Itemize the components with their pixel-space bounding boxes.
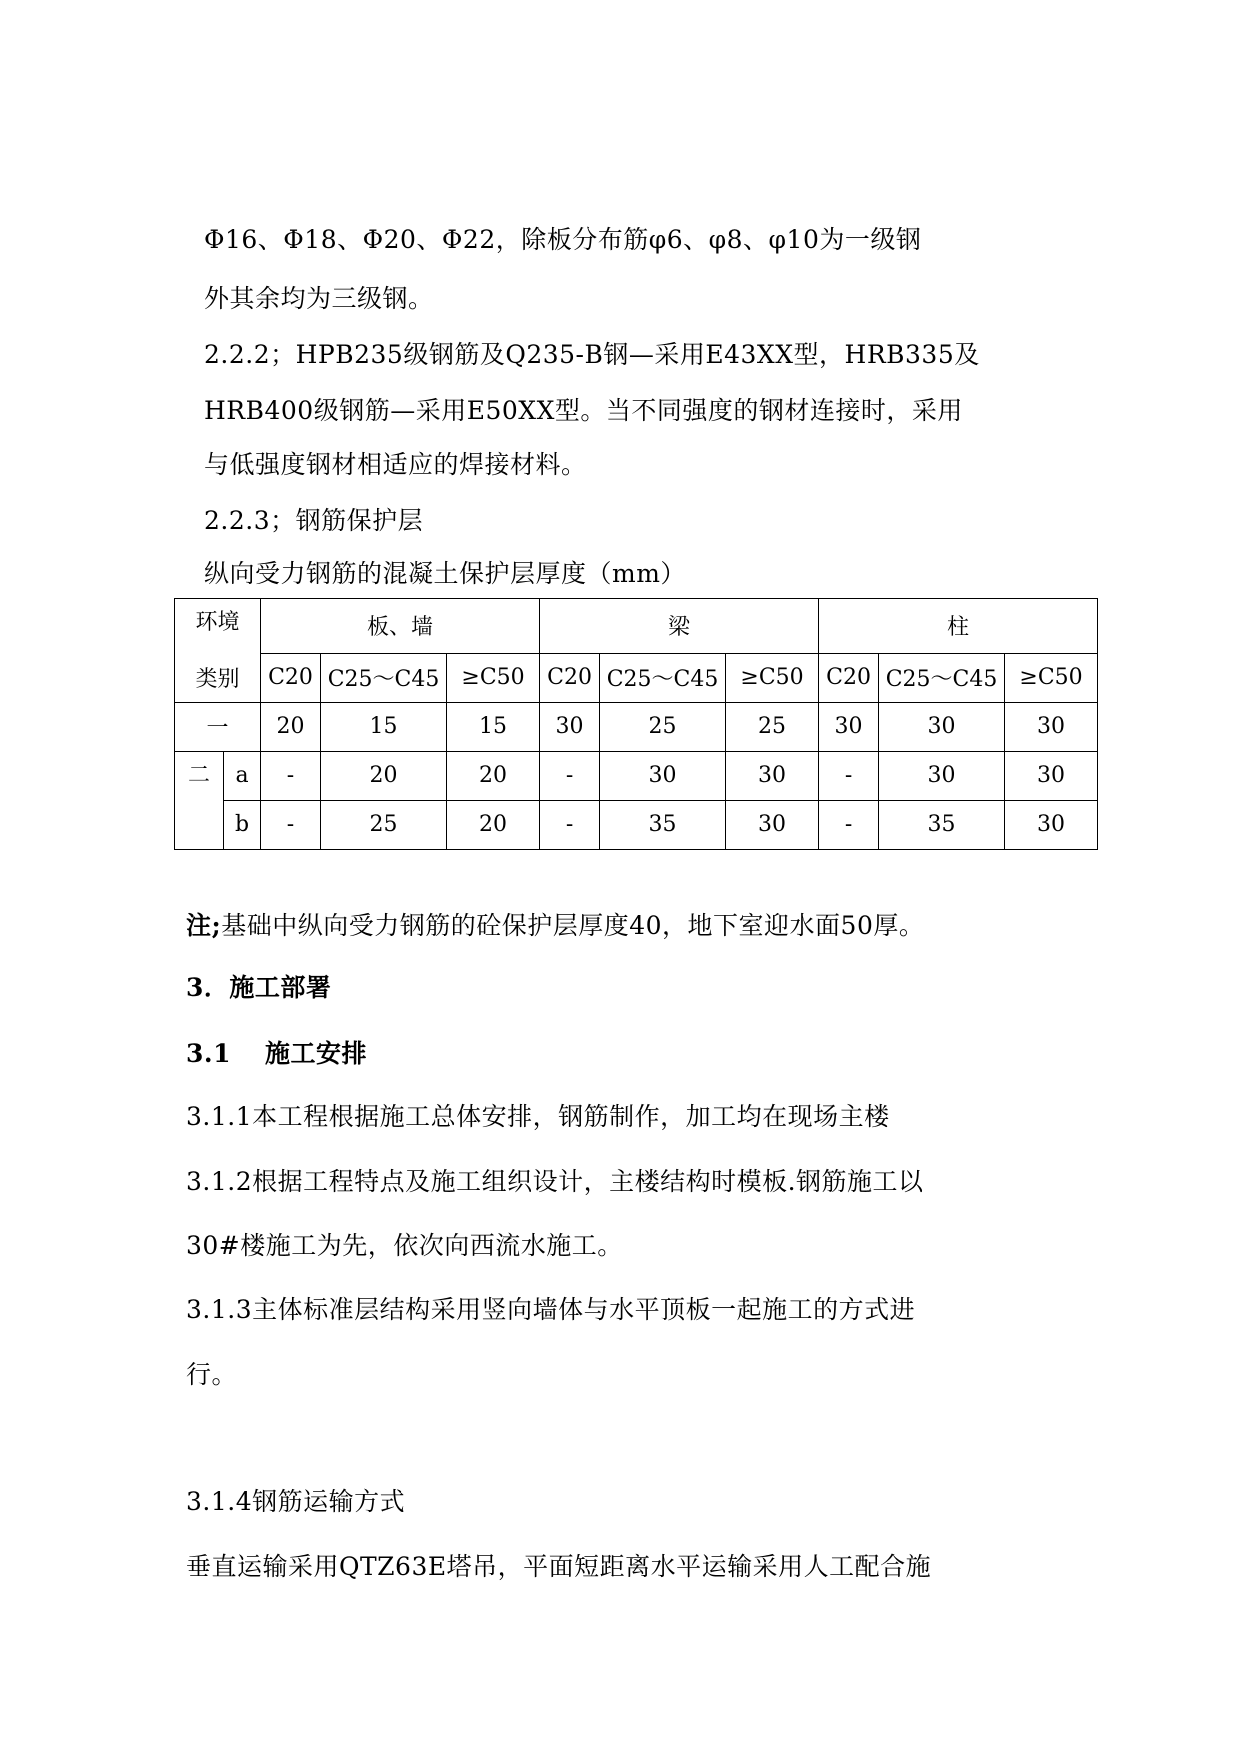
paragraph-3-1-3-cont: 行。 (186, 1360, 238, 1389)
table-cell: 30 (1005, 702, 1098, 751)
section-3-heading: 3．施工部署 (186, 973, 332, 1002)
table-cell: 20 (447, 751, 540, 800)
paragraph-rebar-grade: 外其余均为三级钢。 (204, 284, 434, 313)
env-class-cell: 二 (175, 751, 224, 849)
grade-header: C20 (819, 653, 879, 702)
table-cell: 25 (726, 702, 819, 751)
table-cell: 25 (321, 800, 447, 849)
table-row (175, 751, 1098, 800)
table-cell: - (819, 751, 879, 800)
group-header-slab-wall: 板、墙 (261, 599, 540, 654)
table-cell: - (540, 800, 600, 849)
note-text: 基础中纵向受力钢筋的砼保护层厚度40，地下室迎水面50厚。 (221, 911, 925, 940)
table-row (175, 800, 1098, 849)
paragraph-2-2-3: 2.2.3；钢筋保护层 (204, 506, 424, 535)
env-subclass-cell: b (224, 800, 261, 849)
env-subclass-cell: a (224, 751, 261, 800)
grade-header: ≥C50 (447, 653, 540, 702)
section-title: 施工安排 (265, 1039, 368, 1068)
paragraph-2-2-2-cont: HRB400级钢筋—采用E50XX型。当不同强度的钢材连接时，采用 (204, 396, 963, 425)
table-cell: 15 (321, 702, 447, 751)
table-cell: - (261, 751, 321, 800)
grade-header: C20 (261, 653, 321, 702)
paragraph-2-2-2: 2.2.2；HPB235级钢筋及Q235-B钢—采用E43XX型，HRB335及 (204, 340, 980, 369)
section-number: 3.1 (186, 1039, 231, 1068)
table-cell: 15 (447, 702, 540, 751)
table-cell: 35 (879, 800, 1005, 849)
grade-header: ≥C50 (1005, 653, 1098, 702)
table-cell: 30 (1005, 800, 1098, 849)
table-cell: - (261, 800, 321, 849)
grade-header: C25～C45 (321, 653, 447, 702)
table-cell: 30 (1005, 751, 1098, 800)
table-cell: 30 (726, 800, 819, 849)
paragraph-transport: 垂直运输采用QTZ63E塔吊，平面短距离水平运输采用人工配合施 (186, 1552, 932, 1581)
table-cell: - (540, 751, 600, 800)
concrete-cover-table (174, 598, 1098, 850)
table-caption: 纵向受力钢筋的混凝土保护层厚度（mm） (204, 559, 686, 588)
table-header-row-2 (175, 653, 1098, 702)
paragraph-3-1-4: 3.1.4钢筋运输方式 (186, 1487, 406, 1516)
table-cell: 20 (447, 800, 540, 849)
paragraph-3-1-2: 3.1.2根据工程特点及施工组织设计，主楼结构时模板.钢筋施工以 (186, 1167, 924, 1196)
paragraph-3-1-3: 3.1.3主体标准层结构采用竖向墙体与水平顶板一起施工的方式进 (186, 1295, 916, 1324)
table-cell: 30 (540, 702, 600, 751)
group-header-beam: 梁 (540, 599, 819, 654)
grade-header: C25～C45 (600, 653, 726, 702)
table-cell: 30 (819, 702, 879, 751)
paragraph-3-1-1: 3.1.1本工程根据施工总体安排，钢筋制作，加工均在现场主楼 (186, 1102, 890, 1131)
env-header-bottom: 类别 (175, 653, 261, 702)
table-cell: 20 (261, 702, 321, 751)
table-cell: - (819, 800, 879, 849)
table-cell: 30 (879, 702, 1005, 751)
note-label: 注; (186, 911, 222, 940)
table-cell: 30 (879, 751, 1005, 800)
paragraph-rebar-sizes: Φ16、Φ18、Φ20、Φ22，除板分布筋φ6、φ8、φ10为一级钢 (204, 225, 922, 254)
table-header-row-1 (175, 599, 1098, 654)
table-row (175, 702, 1098, 751)
table-cell: 35 (600, 800, 726, 849)
paragraph-3-1-2-cont: 30#楼施工为先，依次向西流水施工。 (186, 1231, 623, 1260)
grade-header: C25～C45 (879, 653, 1005, 702)
table-cell: 20 (321, 751, 447, 800)
env-header-top: 环境 (175, 599, 261, 654)
section-3-1-heading (186, 1038, 367, 1070)
env-class-cell: 一 (175, 702, 261, 751)
grade-header: ≥C50 (726, 653, 819, 702)
table-cell: 30 (726, 751, 819, 800)
grade-header: C20 (540, 653, 600, 702)
group-header-column: 柱 (819, 599, 1098, 654)
note-line (186, 910, 924, 942)
paragraph-welding: 与低强度钢材相适应的焊接材料。 (204, 450, 587, 479)
table-cell: 25 (600, 702, 726, 751)
table-cell: 30 (600, 751, 726, 800)
